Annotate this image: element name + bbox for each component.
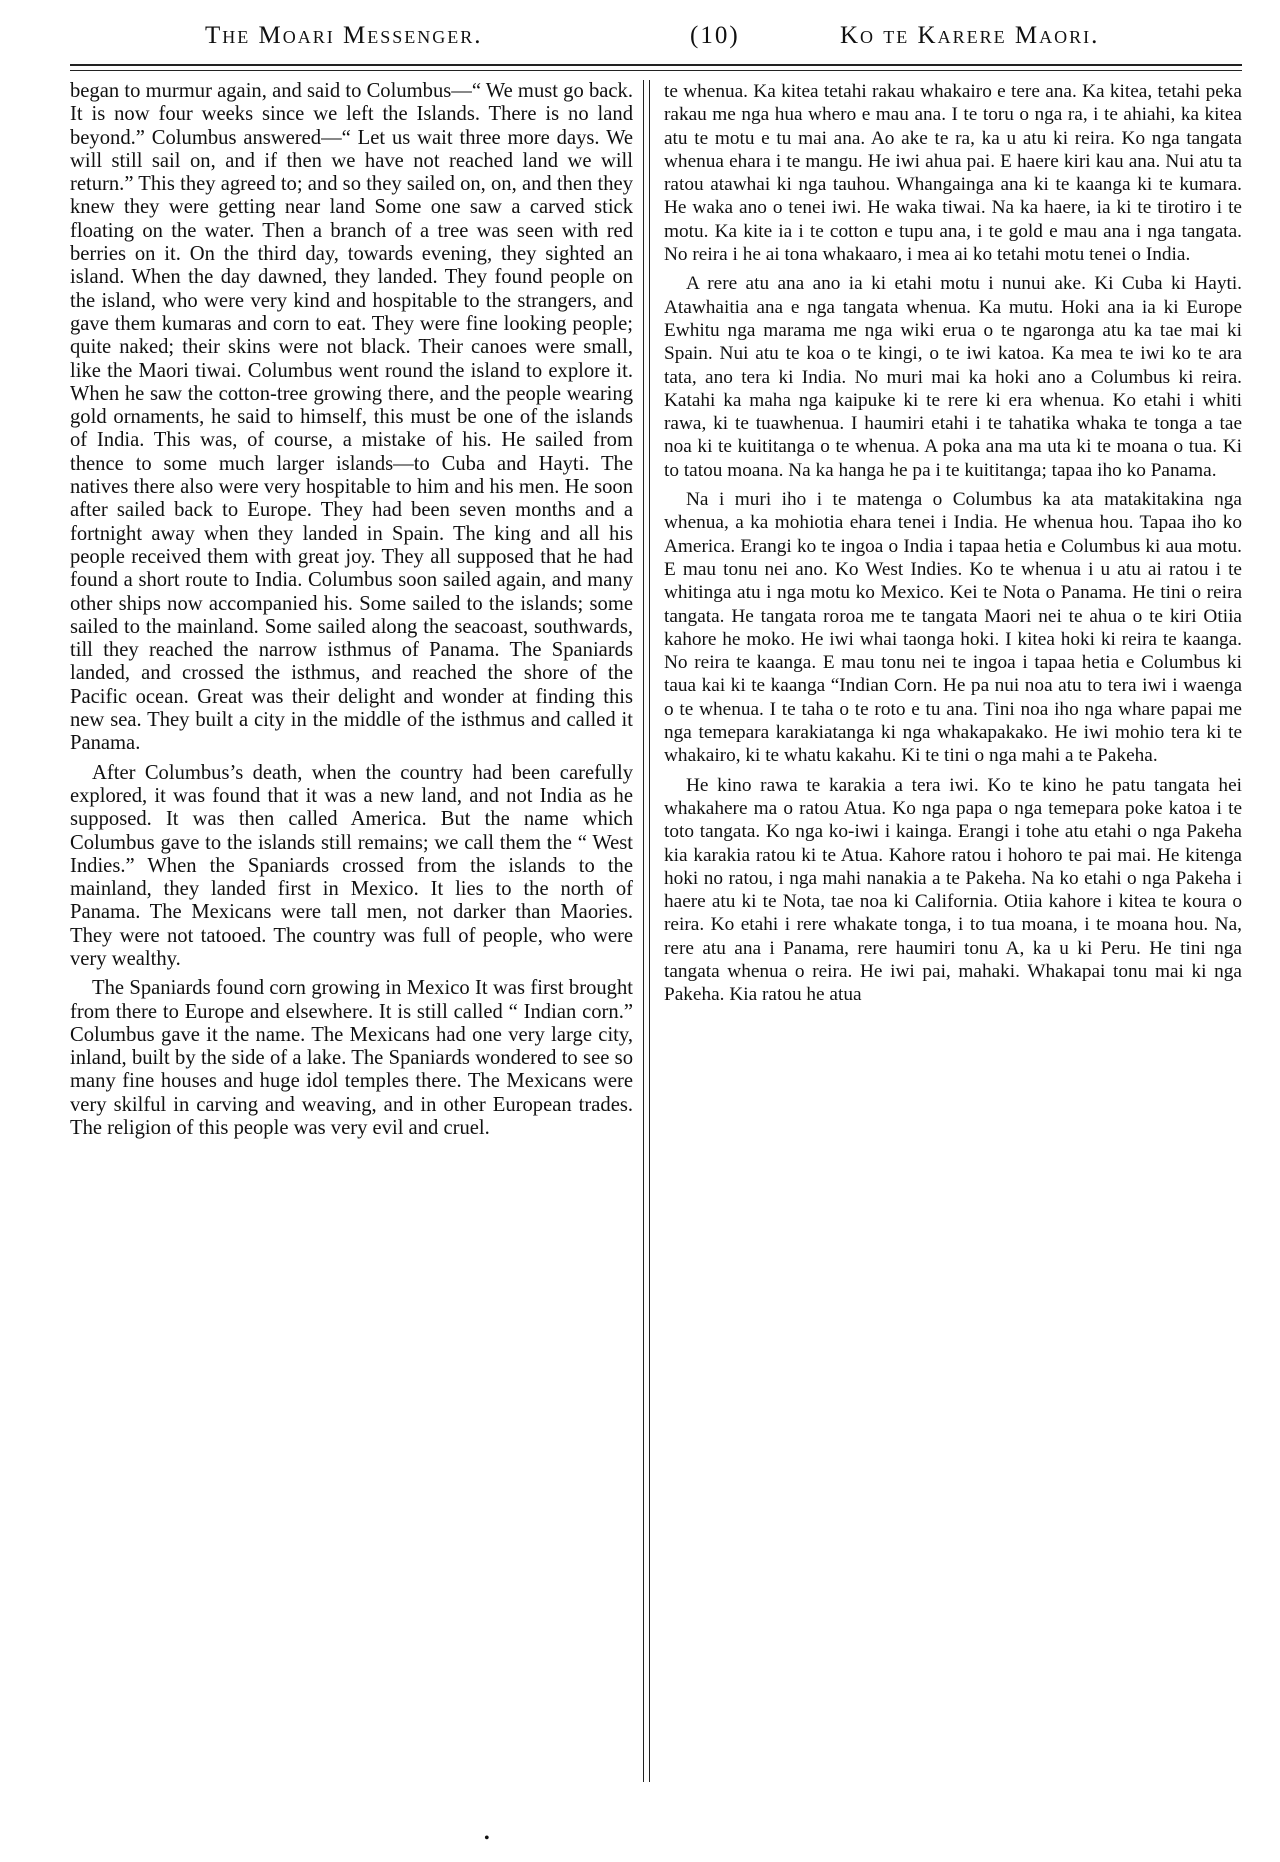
masthead [70,0,1242,58]
header-rule-thin [70,70,1242,71]
english-column [70,80,643,1782]
header-rule-thick [70,64,1242,66]
maori-paragraph-1: te whenua. Ka kitea tetahi rakau whakairo e tere ana. Ka kitea, tetahi peka rakau me nga hua whero e mau ana. I te toru o nga ra, i te ahiahi, ka kitea atu te motu e tu mai ana. Ao ake te ra, ka u atu ki reira. Ko nga tangata whenua ehara i te mangu. He iwi ahua pai. E haere kiri kau ana. Nui atu ta ratou atawhai ki nga tauhou. Whangainga ana ki te kaanga ki te kumara. He waka ano o tenei iwi. He waka tiwai. Na ka haere, ia ki te tirotiro i te motu. Ka kite ia i te cotton e tupu ana, i te gold e mau ana i nga tangata. No reira i he ai tona whakaaro, i mea ai ko tetahi motu tenei o India. [664,81,1242,266]
english-paragraph-2: After Columbus’s death, when the country had been carefully explored, it was found that it was a new land, and not India as he supposed. It was then called America. But the name which Columbus gave to the islands still remains; we call them the “ West Indies.” When the Spaniards crossed from the islands to the mainland, they landed first in Mexico. It lies to the north of Panama. The Mexicans were tall men, not darker than Maories. They were not tatooed. The country was full of people, who were very wealthy. [70,761,633,970]
masthead-english-title: The Moari Messenger. [205,22,483,49]
page-number: (10) [690,22,740,49]
english-paragraph-1: began to murmur again, and said to Columbus—“ We must go back. It is now four weeks since we left the Islands. There is no land beyond.” Columbus answered—“ Let us wait three more days. We will still sail on, and if then we have not reached land we will return.” This they agreed to; and so they sailed on, on, and then they knew they were getting near land Some one saw a carved stick floating on the water. Then a branch of a tree was seen with red berries on it. On the third day, towards evening, they sighted an island. When the day dawned, they landed. They found people on the island, who were very kind and hospitable to the strangers, and gave them kumaras and corn to eat. They were fine looking people; quite naked; their skins were not black. Their canoes were small, like the Maori tiwai. Columbus went round the island to explore it. When he saw the cotton-tree growing there, and the people wearing gold ornaments, he said to himself, this must be one of the islands of India. This was, of course, a mistake of his. He sailed from thence to some much larger islands—to Cuba and Hayti. The natives there also were very hospitable to him and his men. He soon after sailed back to Europe. They had been seven months and a fortnight away when they landed in Spain. The king and all his people received them with great joy. They all supposed that he had found a short route to India. Columbus soon sailed again, and many other ships now accompanied his. Some sailed to the islands; some sailed to the mainland. Some sailed along the seacoast, southwards, till they reached the narrow isthmus of Panama. The Spaniards landed, and crossed the isthmus, and reached the shore of the Pacific ocean. Great was their delight and wonder at finding this new sea. They built a city in the middle of the isthmus and called it Panama. [70,80,633,755]
footer-mark: • [484,1830,490,1847]
maori-paragraph-2: A rere atu ana ano ia ki etahi motu i nunui ake. Ki Cuba ki Hayti. Atawhaitia ana e nga tangata whenua. Ka mutu. Hoki ana ia ki Europe Ewhitu nga marama me nga wiki erua o te ngaronga atu ka tae mai ki Spain. Nui atu te koa o te kingi, o te iwi katoa. Ka mea te iwi ko te ara tata, ano tera ki India. No muri mai ka hoki ano a Columbus ki reira. Katahi ka maha nga kaipuke ki te rere ki era whenua. Ko etahi i whiti rawa, ki te tuawhenua. I haumiri etahi i te tahatika whaka te tonga a tae noa ki te kuititanga o te whenua. A poka ana ma uta ki te moana o tua. Ki to tatou moana. Na ka hanga he pa i te kuititanga; tapaa iho ko Panama. [664,273,1242,481]
article-columns [70,80,1242,1782]
english-paragraph-3: The Spaniards found corn growing in Mexico It was first brought from there to Europe and elsewhere. It is still called “ Indian corn.” Columbus gave it the name. The Mexicans had one very large city, inland, built by the side of a lake. The Spaniards wondered to see so many fine houses and huge idol temples there. The Mexicans were very skilful in carving and weaving, and in other European trades. The religion of this people was very evil and cruel. [70,977,633,1140]
maori-paragraph-4: He kino rawa te karakia a tera iwi. Ko te kino he patu tangata hei whakahere ma o ratou Atua. Ko nga papa o nga temepara poke katoa i te toto tangata. Ko nga ko-iwi i kainga. Erangi i tohe atu etahi o nga Pakeha kia karakia ratou ki te Atua. Kahore ratou i hohoro te pai mai. He kitenga hoki no ratou, i nga mahi nanakia a te Pakeha. Na ko etahi o nga Pakeha i haere atu ki te Nota, tae noa ki California. Otiia kahore i kitea te koura o reira. Ko etahi i rere whakate tonga, i to tua moana, i te moana hou. Na, rere atu ana i Panama, rere haumiri tonu A, ka u ki Peru. He tini nga tangata whenua o reira. He iwi pai, mahaki. Whakapai tonu mai ki nga Pakeha. Kia ratou he atua [664,774,1242,1006]
column-divider [643,80,650,1782]
maori-paragraph-3: Na i muri iho i te matenga o Columbus ka ata matakitakina nga whenua, a ka mohiotia ehara tenei i India. He whenua hou. Tapaa iho ko America. Erangi ko te ingoa o India i tapaa hetia e Columbus ki aua motu. E mau tonu nei ano. Ko West Indies. Ko te whenua i u atu ai ratou i te whitinga atu i nga motu ko Mexico. Kei te Nota o Panama. He tini o reira tangata. He tangata roroa me te tangata Maori nei te ahua o te kiri Otiia kahore he moko. He iwi whai taonga hoki. I kitea hoki ki reira te kaanga. No reira te kaanga. E mau tonu nei te ingoa i tapaa hetia e Columbus ki taua kai ki te kaanga “Indian Corn. He pa nui noa atu to tera iwi i waenga o te whenua. I te taha o te roto e tu ana. Tini noa iho nga whare papai me nga temepara karakiatanga ki nga whakapakako. He iwi mohio tera ki te whakairo, ki te whatu kakahu. Ki te tini o nga mahi a te Pakeha. [664,489,1242,767]
maori-column [650,80,1242,1782]
masthead-maori-title: Ko te Karere Maori. [840,22,1100,49]
